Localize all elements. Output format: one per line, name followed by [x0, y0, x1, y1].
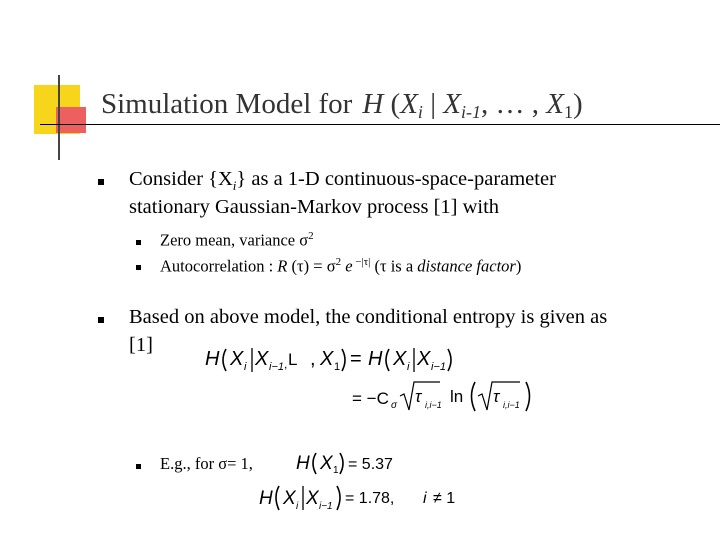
svg-text:i: i	[407, 361, 410, 373]
svg-text:H: H	[259, 488, 273, 509]
bullet2-line1: Based on above model, the conditional entropy is given as	[129, 306, 608, 328]
bullet-marker	[98, 317, 104, 323]
bullet1-line1: Consider $\{X_i\}$ as a 1-D continuous-space-parameter	[129, 168, 556, 194]
bullet-marker	[98, 179, 104, 185]
title-prefix: Simulation Model for	[101, 88, 353, 120]
svg-text:H: H	[368, 348, 383, 370]
bullet1-sub1: Zero mean, variance $\sigma^2$	[160, 230, 314, 250]
svg-text:X: X	[320, 348, 334, 370]
bullet1-line2: stationary Gaussian-Markov process [1] with	[129, 196, 500, 218]
svg-text:i−1: i−1	[269, 361, 284, 373]
svg-text:X: X	[283, 488, 296, 509]
decor-vertical-line	[58, 75, 60, 160]
svg-text:X: X	[393, 348, 407, 370]
slide-title	[101, 88, 583, 123]
svg-text:ln: ln	[450, 387, 464, 406]
decor-red-square	[56, 107, 86, 133]
svg-text:L: L	[288, 350, 298, 369]
svg-text:,: ,	[284, 357, 288, 371]
svg-text:i: i	[423, 490, 427, 507]
example-entropy-equation	[290, 448, 420, 476]
svg-text:1: 1	[334, 361, 341, 373]
svg-text:= −C: = −C	[352, 389, 389, 408]
svg-text:σ: σ	[391, 400, 398, 411]
svg-text:i,i−1: i,i−1	[425, 400, 442, 410]
svg-text:i−1: i−1	[319, 501, 333, 512]
svg-text:=: =	[350, 348, 362, 370]
svg-text:i−1: i−1	[431, 361, 446, 373]
example-conditional-entropy-equation	[255, 480, 465, 514]
svg-text:i,i−1: i,i−1	[503, 400, 520, 410]
svg-text:i: i	[244, 361, 247, 373]
svg-text:X: X	[417, 348, 431, 370]
svg-text:= 5.37: = 5.37	[348, 456, 393, 473]
svg-text:,: ,	[310, 348, 316, 370]
svg-text:H: H	[205, 348, 220, 370]
svg-text:X: X	[320, 453, 333, 474]
bullet-marker	[136, 240, 141, 245]
svg-text:H: H	[296, 453, 310, 474]
title-underline	[40, 124, 720, 125]
svg-text:= 1.78,: = 1.78,	[345, 490, 395, 507]
svg-text:X: X	[255, 348, 269, 370]
bullet2-sub1: E.g., for σ= 1,	[160, 454, 253, 473]
svg-text:X: X	[306, 488, 319, 509]
bullet1-sub2: Autocorrelation : R $(\tau) = \sigma^2$ e $^{-|\tau|}$ (τ is a distance factor)	[160, 256, 522, 276]
svg-text:1: 1	[333, 465, 339, 476]
svg-text:τ: τ	[415, 387, 422, 406]
svg-text:τ: τ	[493, 387, 500, 406]
svg-text:X: X	[230, 348, 244, 370]
bullet2-line2: [1]	[129, 334, 153, 356]
conditional-entropy-equation	[200, 338, 550, 418]
svg-text:≠ 1: ≠ 1	[433, 490, 456, 507]
bullet-marker	[136, 464, 141, 469]
bullet-marker	[136, 265, 141, 270]
svg-text:i: i	[296, 501, 299, 512]
title-math: H ($X_i$ | $X_{i-1}$, … , $X_1$)	[362, 88, 583, 122]
